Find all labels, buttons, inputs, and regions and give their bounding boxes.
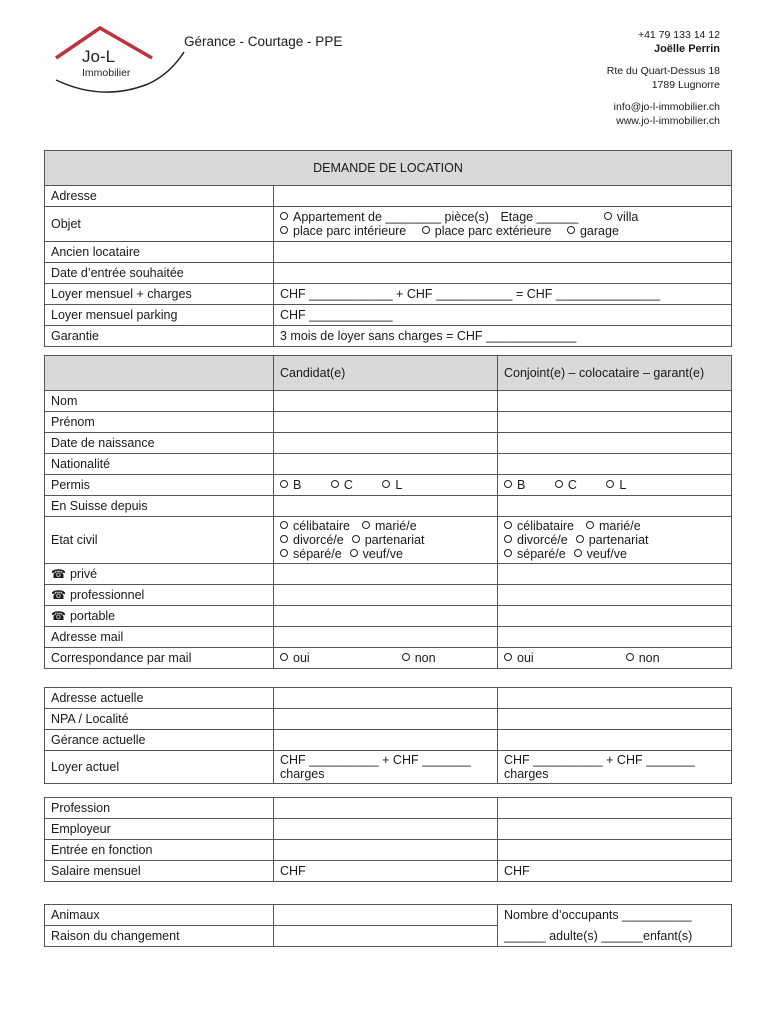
opt-veuf: veuf/ve	[362, 547, 403, 561]
field-prive-conjoint[interactable]	[498, 564, 732, 585]
field-nationalite-conjoint[interactable]	[498, 454, 732, 475]
field-suisse-candidat[interactable]	[274, 496, 498, 517]
label-garantie: Garantie	[45, 326, 274, 347]
radio-appartement[interactable]	[280, 212, 288, 220]
occupants-text: Nombre d’occupants __________	[504, 908, 692, 922]
opt-non: non	[638, 651, 660, 665]
radio-veuf[interactable]	[350, 549, 358, 557]
label-prive-text: privé	[69, 567, 98, 581]
header-candidat: Candidat(e)	[274, 356, 498, 391]
radio-garage[interactable]	[567, 226, 575, 234]
radio-veuf[interactable]	[574, 549, 582, 557]
field-corresp-conjoint[interactable]	[498, 648, 732, 669]
opt-marie: marié/e	[374, 519, 417, 533]
radio-parc-ext[interactable]	[422, 226, 430, 234]
label-employeur: Employeur	[45, 819, 274, 840]
employment-table	[44, 797, 732, 882]
label-portable-text: portable	[69, 609, 116, 623]
label-prenom: Prénom	[45, 412, 274, 433]
field-loyer-conjoint[interactable]	[498, 751, 732, 784]
label-pro	[45, 585, 274, 606]
field-parking[interactable]: CHF ____________	[274, 305, 732, 326]
label-portable	[45, 606, 274, 627]
label-prive	[45, 564, 274, 585]
label-pro-text: professionnel	[69, 588, 145, 602]
field-adresse-candidat[interactable]	[274, 688, 498, 709]
field-nom-conjoint[interactable]	[498, 391, 732, 412]
contact-block	[607, 28, 720, 128]
field-adresse[interactable]	[274, 186, 732, 207]
opt-garage: garage	[579, 224, 619, 238]
opt-etage: Etage ______	[500, 210, 579, 224]
contact-name: Joëlle Perrin	[653, 43, 720, 55]
opt-celibataire: célibataire	[293, 519, 350, 533]
radio-permis-l[interactable]	[606, 480, 614, 488]
label-mail: Adresse mail	[45, 627, 274, 648]
radio-permis-c[interactable]	[555, 480, 563, 488]
radio-marie[interactable]	[586, 521, 594, 529]
opt-veuf: veuf/ve	[586, 547, 627, 561]
field-garantie[interactable]: 3 mois de loyer sans charges = CHF _____________	[274, 326, 732, 347]
opt-oui: oui	[293, 651, 310, 665]
field-employeur-candidat[interactable]	[274, 819, 498, 840]
contact-email[interactable]: info@jo-l-immobilier.ch	[613, 101, 720, 113]
opt-permis-l: L	[619, 478, 627, 492]
opt-permis-b: B	[517, 478, 526, 492]
field-prive-candidat[interactable]	[274, 564, 498, 585]
field-corresp-candidat[interactable]	[274, 648, 498, 669]
field-suisse-conjoint[interactable]	[498, 496, 732, 517]
field-portable-candidat[interactable]	[274, 606, 498, 627]
radio-non[interactable]	[402, 653, 410, 661]
field-permis-conjoint[interactable]	[498, 475, 732, 496]
field-mail-conjoint[interactable]	[498, 627, 732, 648]
opt-divorce: divorcé/e	[293, 533, 344, 547]
field-naissance-candidat[interactable]	[274, 433, 498, 454]
field-profession-conjoint[interactable]	[498, 798, 732, 819]
radio-permis-l[interactable]	[382, 480, 390, 488]
label-objet: Objet	[45, 207, 274, 242]
contact-city: 1789 Lugnorre	[651, 79, 720, 91]
opt-celibataire: célibataire	[517, 519, 574, 533]
label-loyer: Loyer mensuel + charges	[45, 284, 274, 305]
applicant-table	[44, 355, 732, 669]
rental-request-table	[44, 150, 732, 347]
field-raison[interactable]	[274, 926, 498, 947]
radio-separe[interactable]	[504, 549, 512, 557]
loyer-line2: charges	[504, 767, 549, 781]
field-date-entree[interactable]	[274, 263, 732, 284]
logo-sub: Immobilier	[82, 67, 131, 79]
field-prenom-conjoint[interactable]	[498, 412, 732, 433]
field-gerance-candidat[interactable]	[274, 730, 498, 751]
header-empty	[45, 356, 274, 391]
radio-partenariat[interactable]	[576, 535, 584, 543]
opt-marie: marié/e	[598, 519, 641, 533]
field-etat-conjoint[interactable]	[498, 517, 732, 564]
contact-phone: +41 79 133 14 12	[637, 29, 720, 41]
field-loyer-candidat[interactable]	[274, 751, 498, 784]
field-gerance-conjoint[interactable]	[498, 730, 732, 751]
field-salaire-conjoint[interactable]: CHF	[498, 861, 732, 882]
field-etat-candidat[interactable]	[274, 517, 498, 564]
radio-marie[interactable]	[362, 521, 370, 529]
field-loyer[interactable]: CHF ____________ + CHF ___________ = CHF _______________	[274, 284, 732, 305]
field-nom-candidat[interactable]	[274, 391, 498, 412]
radio-permis-b[interactable]	[280, 480, 288, 488]
radio-celibataire[interactable]	[280, 521, 288, 529]
opt-permis-b: B	[293, 478, 302, 492]
telephone-icon: ☎	[51, 609, 66, 623]
opt-appartement: Appartement de ________ pièce(s)	[293, 210, 489, 224]
loyer-line1: CHF __________ + CHF _______	[280, 753, 471, 767]
radio-divorce[interactable]	[504, 535, 512, 543]
field-npa-candidat[interactable]	[274, 709, 498, 730]
label-parking: Loyer mensuel parking	[45, 305, 274, 326]
radio-oui[interactable]	[504, 653, 512, 661]
telephone-icon: ☎	[51, 588, 66, 602]
field-nationalite-candidat[interactable]	[274, 454, 498, 475]
radio-celibataire[interactable]	[504, 521, 512, 529]
current-address-table	[44, 687, 732, 784]
label-suisse: En Suisse depuis	[45, 496, 274, 517]
loyer-line1: CHF __________ + CHF _______	[504, 753, 695, 767]
opt-parc-int: place parc intérieure	[293, 224, 407, 238]
radio-villa[interactable]	[604, 212, 612, 220]
adultes-text: ______ adulte(s) ______enfant(s)	[504, 929, 693, 943]
field-adresse-conjoint[interactable]	[498, 688, 732, 709]
label-gerance: Gérance actuelle	[45, 730, 274, 751]
label-etat-civil: Etat civil	[45, 517, 274, 564]
label-raison: Raison du changement	[45, 926, 274, 947]
radio-divorce[interactable]	[280, 535, 288, 543]
opt-non: non	[414, 651, 436, 665]
field-mail-candidat[interactable]	[274, 627, 498, 648]
field-entree-candidat[interactable]	[274, 840, 498, 861]
header-conjoint: Conjoint(e) – colocataire – garant(e)	[498, 356, 732, 391]
label-adresse: Adresse	[45, 186, 274, 207]
label-nom: Nom	[45, 391, 274, 412]
label-corresp: Correspondance par mail	[45, 648, 274, 669]
field-salaire-candidat[interactable]: CHF	[274, 861, 498, 882]
opt-villa: villa	[616, 210, 639, 224]
field-npa-conjoint[interactable]	[498, 709, 732, 730]
opt-permis-c: C	[343, 478, 353, 492]
label-date-entree: Date d’entrée souhaitée	[45, 263, 274, 284]
telephone-icon: ☎	[51, 567, 66, 581]
label-salaire: Salaire mensuel	[45, 861, 274, 882]
logo	[52, 24, 192, 104]
field-permis-candidat[interactable]	[274, 475, 498, 496]
label-naissance: Date de naissance	[45, 433, 274, 454]
label-npa: NPA / Localité	[45, 709, 274, 730]
opt-partenariat: partenariat	[588, 533, 649, 547]
logo-main: Jo-L	[82, 47, 116, 66]
tagline: Gérance - Courtage - PPE	[184, 34, 343, 49]
radio-permis-c[interactable]	[331, 480, 339, 488]
radio-partenariat[interactable]	[352, 535, 360, 543]
field-naissance-conjoint[interactable]	[498, 433, 732, 454]
field-animaux[interactable]	[274, 905, 498, 926]
field-pro-conjoint[interactable]	[498, 585, 732, 606]
misc-table	[44, 904, 732, 947]
opt-oui: oui	[517, 651, 534, 665]
field-profession-candidat[interactable]	[274, 798, 498, 819]
label-loyer-actuel: Loyer actuel	[45, 751, 274, 784]
opt-permis-l: L	[395, 478, 403, 492]
radio-oui[interactable]	[280, 653, 288, 661]
label-profession: Profession	[45, 798, 274, 819]
field-pro-candidat[interactable]	[274, 585, 498, 606]
field-objet[interactable]	[274, 207, 732, 242]
label-permis: Permis	[45, 475, 274, 496]
form-title: DEMANDE DE LOCATION	[45, 151, 732, 186]
label-animaux: Animaux	[45, 905, 274, 926]
radio-permis-b[interactable]	[504, 480, 512, 488]
field-prenom-candidat[interactable]	[274, 412, 498, 433]
loyer-line2: charges	[280, 767, 325, 781]
radio-non[interactable]	[626, 653, 634, 661]
label-ancien: Ancien locataire	[45, 242, 274, 263]
opt-permis-c: C	[567, 478, 577, 492]
opt-separe: séparé/e	[293, 547, 342, 561]
radio-parc-int[interactable]	[280, 226, 288, 234]
label-nationalite: Nationalité	[45, 454, 274, 475]
opt-partenariat: partenariat	[364, 533, 425, 547]
opt-separe: séparé/e	[517, 547, 566, 561]
field-ancien[interactable]	[274, 242, 732, 263]
label-adresse-actuelle: Adresse actuelle	[45, 688, 274, 709]
opt-divorce: divorcé/e	[517, 533, 568, 547]
contact-street: Rte du Quart-Dessus 18	[606, 65, 720, 77]
field-occupants[interactable]	[498, 905, 732, 947]
contact-website[interactable]: www.jo-l-immobilier.ch	[616, 115, 720, 127]
opt-parc-ext: place parc extérieure	[434, 224, 552, 238]
field-portable-conjoint[interactable]	[498, 606, 732, 627]
field-entree-conjoint[interactable]	[498, 840, 732, 861]
radio-separe[interactable]	[280, 549, 288, 557]
label-entree: Entrée en fonction	[45, 840, 274, 861]
field-employeur-conjoint[interactable]	[498, 819, 732, 840]
